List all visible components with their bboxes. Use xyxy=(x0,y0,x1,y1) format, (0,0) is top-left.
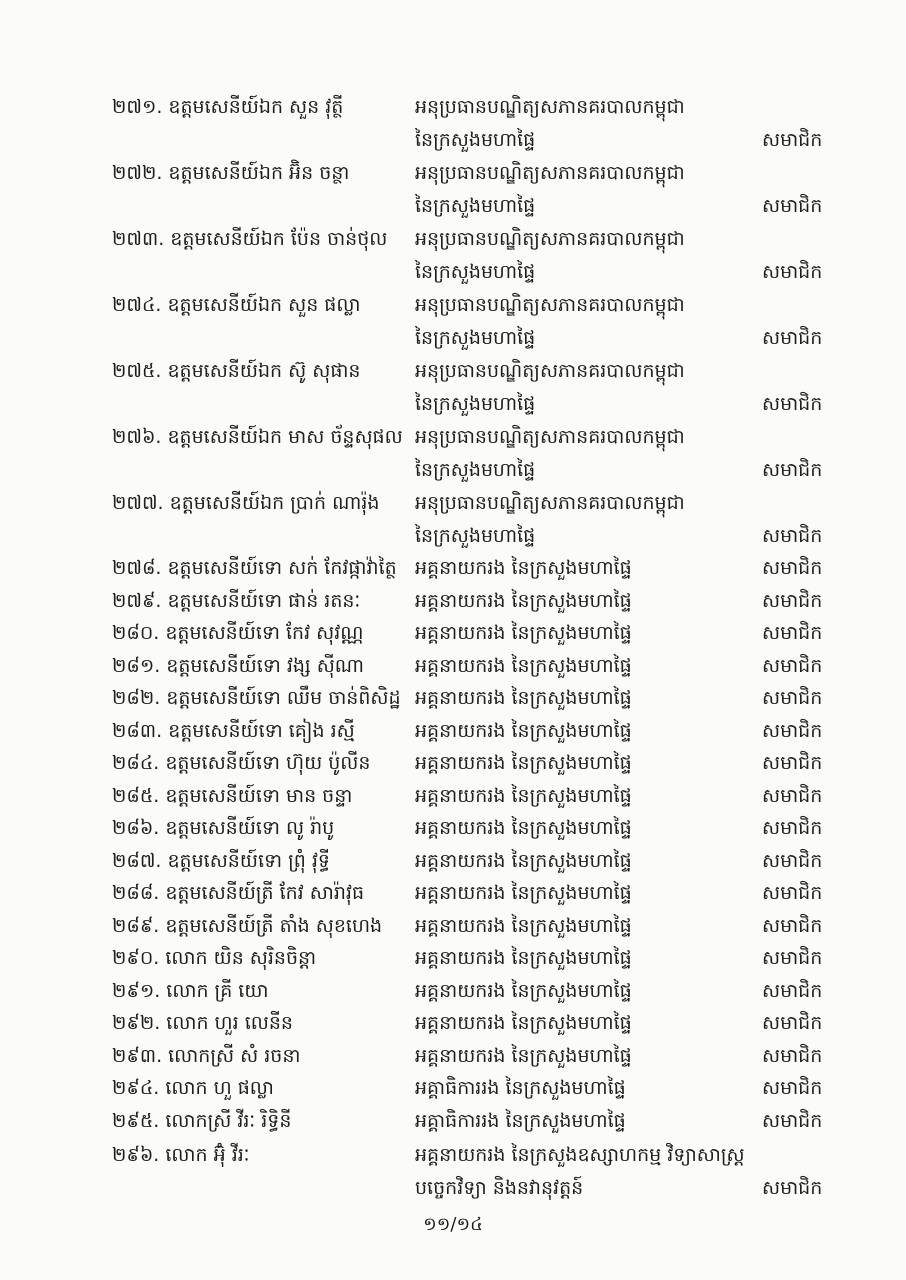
member-position: អនុប្រធានបណ្ឌិត្យសភានគរបាលកម្ពុជា xyxy=(415,228,685,250)
member-role: សមាជិក xyxy=(762,1044,823,1067)
member-role: សមាជិក xyxy=(762,882,823,904)
member-position: អគ្គនាយករង នៃក្រសួងមហាផ្ទៃ xyxy=(415,752,632,774)
member-number-name: ២៩៣. លោកស្រី សំ រចនា xyxy=(112,1044,301,1067)
member-position: អគ្គនាយករង នៃក្រសួងមហាផ្ទៃ xyxy=(415,589,632,612)
member-role: សមាជិក xyxy=(762,914,823,937)
member-position: អគ្គនាយករង នៃក្រសួងមហាផ្ទៃ xyxy=(415,817,632,839)
member-number-name: ២៧៤. ឧត្តមសេនីយ៍ឯក សួន ផល្លា xyxy=(112,294,361,316)
member-role: សមាជិក xyxy=(762,327,823,349)
member-position: អគ្គនាយករង នៃក្រសួងមហាផ្ទៃ xyxy=(415,979,632,1002)
member-number-name: ២៧៣. ឧត្តមសេនីយ៍ឯក ប៉ែន ចាន់ថុល xyxy=(112,228,388,250)
member-role: សមាជិក xyxy=(762,687,823,709)
member-position: អនុប្រធានបណ្ឌិត្យសភានគរបាលកម្ពុជា xyxy=(415,294,685,316)
member-role: សមាជិក xyxy=(762,1177,823,1199)
member-number-name: ២៧៨. ឧត្តមសេនីយ៍ទោ សក់ កែវផ្កាវ៉ាត្ថៃ xyxy=(112,557,397,579)
member-number-name: ២៩៦. លោក អ៊ុំ វីរៈ xyxy=(112,1144,250,1166)
member-number-name: ២៨៤. ឧត្តមសេនីយ៍ទោ ហ៊ុយ ប៉ូលីន xyxy=(112,752,371,774)
member-position: អគ្គនាយករង នៃក្រសួងមហាផ្ទៃ xyxy=(415,849,632,872)
member-role: សមាជិក xyxy=(762,719,823,742)
member-position: អនុប្រធានបណ្ឌិត្យសភានគរបាលកម្ពុជា xyxy=(415,426,685,448)
member-position: អគ្គនាយករង នៃក្រសួងមហាផ្ទៃ xyxy=(415,687,632,709)
member-role: សមាជិក xyxy=(762,1109,823,1132)
member-role: សមាជិក xyxy=(762,393,823,415)
member-position: អគ្គនាយករង នៃក្រសួងមហាផ្ទៃ xyxy=(415,947,632,969)
member-number-name: ២៧៧. ឧត្តមសេនីយ៍ឯក ប្រាក់ ណារ៉ុង xyxy=(112,492,380,514)
member-number-name: ២៨២. ឧត្តមសេនីយ៍ទោ ឈឹម ចាន់ពិសិដ្ឋ xyxy=(112,687,401,709)
member-role: សមាជិក xyxy=(762,752,823,774)
member-role: សមាជិក xyxy=(762,1012,823,1034)
member-role: សមាជិក xyxy=(762,1077,823,1099)
member-position-line2: បច្ចេកវិទ្យា និងនវានុវត្តន៍ xyxy=(415,1177,584,1199)
member-position: អគ្គាធិការរង នៃក្រសួងមហាផ្ទៃ xyxy=(415,1077,626,1099)
member-position-line2: នៃក្រសួងមហាផ្ទៃ xyxy=(415,261,536,283)
member-position: អគ្គនាយករង នៃក្រសួងមហាផ្ទៃ xyxy=(415,784,632,807)
member-number-name: ២៧៥. ឧត្តមសេនីយ៍ឯក ស៊ូ សុផាន xyxy=(112,360,361,382)
member-position: អគ្គនាយករង នៃក្រសួងមហាផ្ទៃ xyxy=(415,557,632,579)
member-position: អគ្គនាយករង នៃក្រសួងមហាផ្ទៃ xyxy=(415,1044,632,1067)
member-role: សមាជិក xyxy=(762,557,823,579)
member-position-line2: នៃក្រសួងមហាផ្ទៃ xyxy=(415,129,536,151)
member-position: អគ្គនាយករង នៃក្រសួងមហាផ្ទៃ xyxy=(415,654,632,677)
member-position: អគ្គាធិការរង នៃក្រសួងមហាផ្ទៃ xyxy=(415,1109,626,1132)
member-number-name: ២៩១. លោក គ្រី យោ xyxy=(112,979,269,1002)
member-position: អគ្គនាយករង នៃក្រសួងមហាផ្ទៃ xyxy=(415,914,632,937)
member-number-name: ២៨៧. ឧត្តមសេនីយ៍ទោ ព្រុំ វុទ្ធី xyxy=(112,849,330,872)
member-position: អគ្គនាយករង នៃក្រសួងមហាផ្ទៃ xyxy=(415,882,632,904)
member-role: សមាជិក xyxy=(762,195,823,217)
member-number-name: ២៩៤. លោក ហួ ផល្លា xyxy=(112,1077,274,1099)
member-role: សមាជិក xyxy=(762,525,823,547)
member-position: អនុប្រធានបណ្ឌិត្យសភានគរបាលកម្ពុជា xyxy=(415,360,685,382)
member-position: អគ្គនាយករង នៃក្រសួងឧស្សាហកម្ម វិទ្យាសាស្ត្រ xyxy=(415,1144,745,1166)
member-number-name: ២៨៥. ឧត្តមសេនីយ៍ទោ មាន ចន្ទា xyxy=(112,784,353,807)
member-number-name: ២៧១. ឧត្តមសេនីយ៍ឯក សួន វុត្ថី xyxy=(112,96,344,118)
member-role: សមាជិក xyxy=(762,129,823,151)
member-role: សមាជិក xyxy=(762,947,823,969)
member-position: អនុប្រធានបណ្ឌិត្យសភានគរបាលកម្ពុជា xyxy=(415,492,685,514)
member-role: សមាជិក xyxy=(762,654,823,677)
member-number-name: ២៨១. ឧត្តមសេនីយ៍ទោ វង្ស ស៊ីណា xyxy=(112,654,365,677)
member-position: អនុប្រធានបណ្ឌិត្យសភានគរបាលកម្ពុជា xyxy=(415,162,685,184)
member-number-name: ២៧២. ឧត្តមសេនីយ៍ឯក អ៊ិន ចន្ថា xyxy=(112,162,350,184)
member-position: អគ្គនាយករង នៃក្រសួងមហាផ្ទៃ xyxy=(415,622,632,644)
member-number-name: ២៧៦. ឧត្តមសេនីយ៍ឯក មាស ច័ន្ទសុផល xyxy=(112,426,403,448)
member-number-name: ២៧៩. ឧត្តមសេនីយ៍ទោ ផាន់ រតនៈ xyxy=(112,589,361,612)
member-position: អគ្គនាយករង នៃក្រសួងមហាផ្ទៃ xyxy=(415,1012,632,1034)
member-role: សមាជិក xyxy=(762,849,823,872)
member-position: អនុប្រធានបណ្ឌិត្យសភានគរបាលកម្ពុជា xyxy=(415,96,685,118)
member-position-line2: នៃក្រសួងមហាផ្ទៃ xyxy=(415,195,536,217)
page-number: ១១/១៤ xyxy=(423,1214,483,1235)
member-role: សមាជិក xyxy=(762,784,823,807)
member-position: អគ្គនាយករង នៃក្រសួងមហាផ្ទៃ xyxy=(415,719,632,742)
member-number-name: ២៨៨. ឧត្តមសេនីយ៍ត្រី កែវ សារ៉ាវុធ xyxy=(112,882,365,904)
member-number-name: ២៩២. លោក ហួរ លេនីន xyxy=(112,1012,293,1034)
member-position-line2: នៃក្រសួងមហាផ្ទៃ xyxy=(415,459,536,481)
member-role: សមាជិក xyxy=(762,817,823,839)
member-role: សមាជិក xyxy=(762,459,823,481)
member-position-line2: នៃក្រសួងមហាផ្ទៃ xyxy=(415,393,536,415)
member-position-line2: នៃក្រសួងមហាផ្ទៃ xyxy=(415,327,536,349)
member-role: សមាជិក xyxy=(762,589,823,612)
member-number-name: ២៩០. លោក យិន សុរិនចិន្តា xyxy=(112,947,317,969)
member-number-name: ២៩៥. លោកស្រី វីរៈ រិទ្ធិនី xyxy=(112,1109,292,1132)
member-role: សមាជិក xyxy=(762,622,823,644)
member-number-name: ២៨០. ឧត្តមសេនីយ៍ទោ កែវ សុវណ្ណ xyxy=(112,622,364,644)
member-number-name: ២៨៦. ឧត្តមសេនីយ៍ទោ លូ រ៉ាបូ xyxy=(112,817,335,839)
member-position-line2: នៃក្រសួងមហាផ្ទៃ xyxy=(415,525,536,547)
member-number-name: ២៨៣. ឧត្តមសេនីយ៍ទោ គៀង រស្មី xyxy=(112,719,355,742)
member-role: សមាជិក xyxy=(762,979,823,1002)
member-role: សមាជិក xyxy=(762,261,823,283)
member-number-name: ២៨៩. ឧត្តមសេនីយ៍ត្រី តាំង សុខហេង xyxy=(112,914,383,937)
